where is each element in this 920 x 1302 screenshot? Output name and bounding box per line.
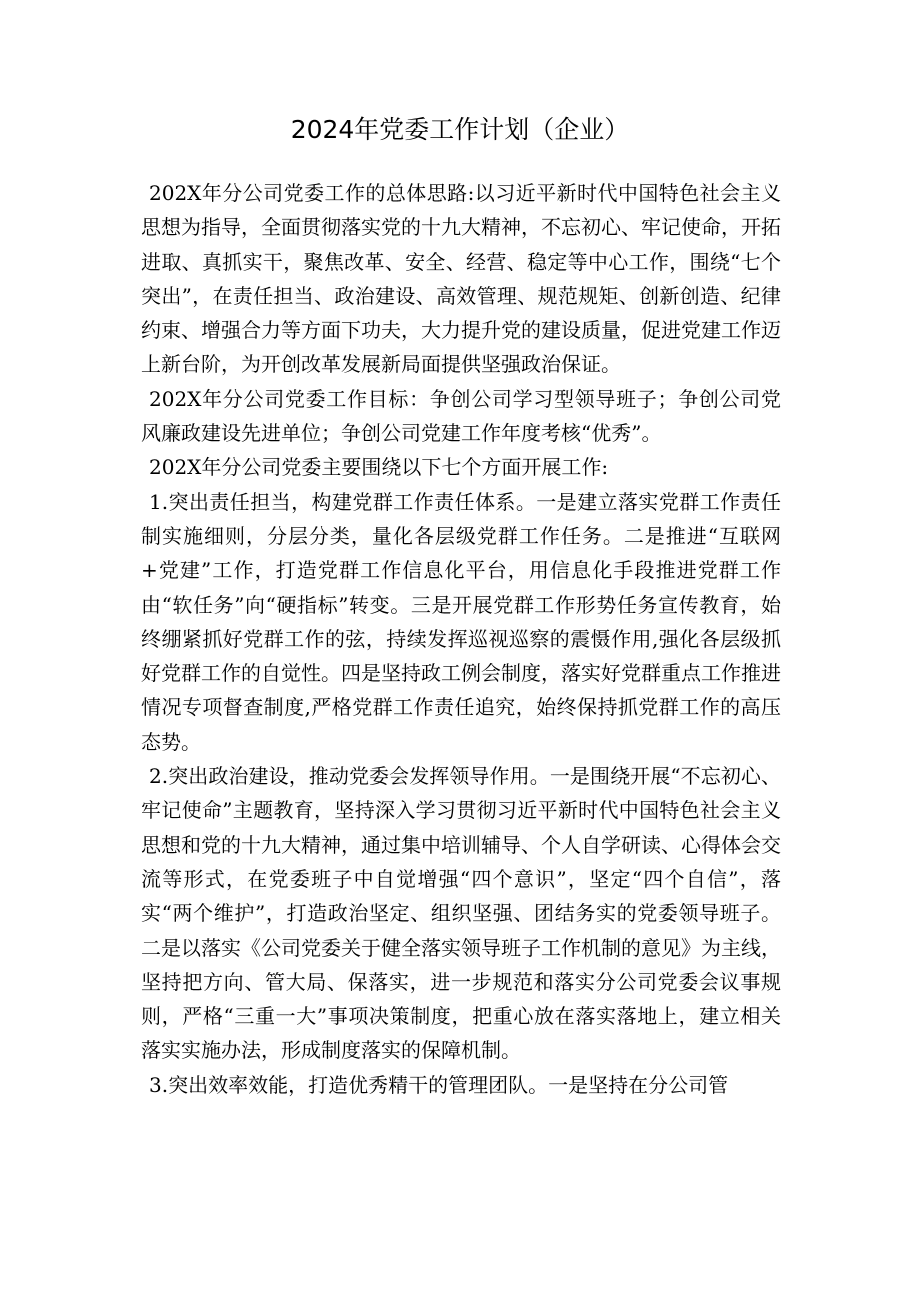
paragraph-item-1: 1.突出责任担当，构建党群工作责任体系。一是建立落实党群工作责任制实施细则，分层分类，量化各层级党群工作任务。二是推进“互联网+党建”工作，打造党群工作信息化平台，用信息化手段推进党群工作由“软任务”向“硬指标”转变。三是开展党群工作形势任务宣传教育，始终绷紧抓好党群工作的弦，持续发挥巡视巡察的震慑作用,强化各层级抓好党群工作的自觉性。四是坚持政工例会制度，落实好党群重点工作推进情况专项督查制度,严格党群工作责任追究，始终保持抓党群工作的高压态势。: [141, 489, 781, 754]
paragraph-seven-aspects-intro: 202X年分公司党委主要围绕以下七个方面开展工作:: [149, 455, 609, 480]
paragraph-work-goals: 202X年分公司党委工作目标：争创公司学习型领导班子；争创公司党风廉政建设先进单位；争创公司党建工作年度考核“优秀”。: [141, 386, 781, 446]
document-title: 2024年党委工作计划（企业）: [290, 115, 630, 144]
paragraph-overall-approach: 202X年分公司党委工作的总体思路:以习近平新时代中国特色社会主义思想为指导，全面贯彻落实党的十九大精神，不忘初心、牢记使命，开拓进取、真抓实干，聚焦改革、安全、经营、稳定等中心工作，围绕“七个突出”，在责任担当、政治建设、高效管理、规范规矩、创新创造、纪律约束、增强合力等方面下功夫，大力提升党的建设质量，促进党建工作迈上新台阶，为开创改革发展新局面提供坚强政治保证。: [141, 181, 781, 377]
paragraph-item-3: 3.突出效率效能，打造优秀精干的管理团队。一是坚持在分公司管: [149, 1072, 729, 1097]
paragraph-item-2: 2.突出政治建设，推动党委会发挥领导作用。一是围绕开展“不忘初心、牢记使命”主题教育，坚持深入学习贯彻习近平新时代中国特色社会主义思想和党的十九大精神，通过集中培训辅导、个人自学研读、心得体会交流等形式，在党委班子中自觉增强“四个意识”，坚定“四个自信”，落实“两个维护”，打造政治坚定、组织坚强、团结务实的党委领导班子。二是以落实《公司党委关于健全落实领导班子工作机制的意见》为主线，坚持把方向、管大局、保落实，进一步规范和落实分公司党委会议事规则，严格“三重一大”事项决策制度，把重心放在落实落地上，建立相关落实实施办法，形成制度落实的保障机制。: [141, 764, 781, 1063]
document-body: [141, 176, 781, 1102]
